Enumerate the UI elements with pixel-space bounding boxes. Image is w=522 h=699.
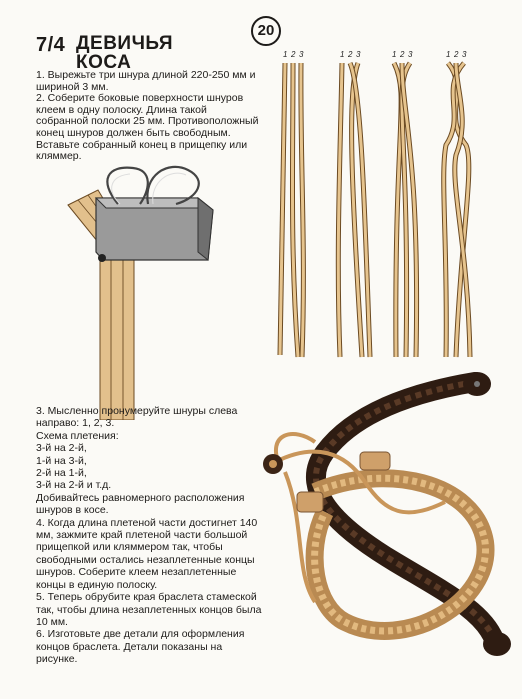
strand-label-2: 2 <box>291 50 296 59</box>
strand-group-4 <box>444 50 470 357</box>
strand-label-3d: 3 <box>462 50 467 59</box>
clamp-illustration <box>58 160 238 420</box>
strand-label-2b: 2 <box>348 50 353 59</box>
braiding-steps-illustration <box>270 45 495 365</box>
step-3: 3. Мысленно пронумеруйте шнуры слева направо: 1, 2, 3. <box>36 405 238 430</box>
uniform-tip: Добивайтесь равномерного расположения шнуров в косе. <box>36 491 245 517</box>
scheme-heading: Схема плетения: <box>36 429 119 442</box>
scheme-line-3: 2-й на 1-й, <box>36 467 87 480</box>
strand-label-1d: 1 <box>446 50 451 59</box>
strand-label-3: 3 <box>299 50 304 59</box>
strand-label-1c: 1 <box>392 50 397 59</box>
strand-group-2 <box>338 50 370 357</box>
step-2: 2. Соберите боковые поверхности шнуров клеем в одну полоску. Длина такой собранной полоски 25 мм. Противоположный конец шнуров должен быть свободным. Вставьте собранный конец в прищепку или кляммер. <box>36 92 259 163</box>
strand-label-2c: 2 <box>400 50 405 59</box>
section-number: 7/4 <box>36 34 66 56</box>
strand-label-3b: 3 <box>356 50 361 59</box>
step-4: 4. Когда длина плетеной части достигнет 140 мм, зажмите край плетеной части большой прищепкой или кляммером так, чтобы свободными остались незаплетенные концы шнуров. Соберите клеем незаплетенные концы в единую полоску. <box>36 516 258 591</box>
instructions-top <box>36 70 261 163</box>
strand-group-1 <box>280 50 304 357</box>
page-number: 20 <box>251 16 281 46</box>
instructions-bottom <box>36 405 266 666</box>
page-title: ДЕВИЧЬЯ КОСА <box>76 33 174 73</box>
step-1: 1. Вырежьте три шнура длиной 220-250 мм и шириной 3 мм. <box>36 69 256 93</box>
strand-group-3 <box>392 50 417 357</box>
strand-label-3c: 3 <box>408 50 413 59</box>
strand-label-1: 1 <box>283 50 288 59</box>
strand-label-1b: 1 <box>340 50 345 59</box>
step-6: 6. Изготовьте две детали для оформления концов браслета. Детали показаны на рисунке. <box>36 628 245 666</box>
scheme-line-4: 3-й на 2-й и т.д. <box>36 479 112 492</box>
scheme-line-2: 1-й на 3-й, <box>36 454 87 467</box>
step-5: 5. Теперь обрубите края браслета стамеской так, чтобы длина незаплетенных концов была 10 мм. <box>36 591 262 628</box>
strand-label-2d: 2 <box>454 50 459 59</box>
scheme-line-1: 3-й на 2-й, <box>36 442 87 455</box>
bracelets-photo <box>255 372 522 699</box>
